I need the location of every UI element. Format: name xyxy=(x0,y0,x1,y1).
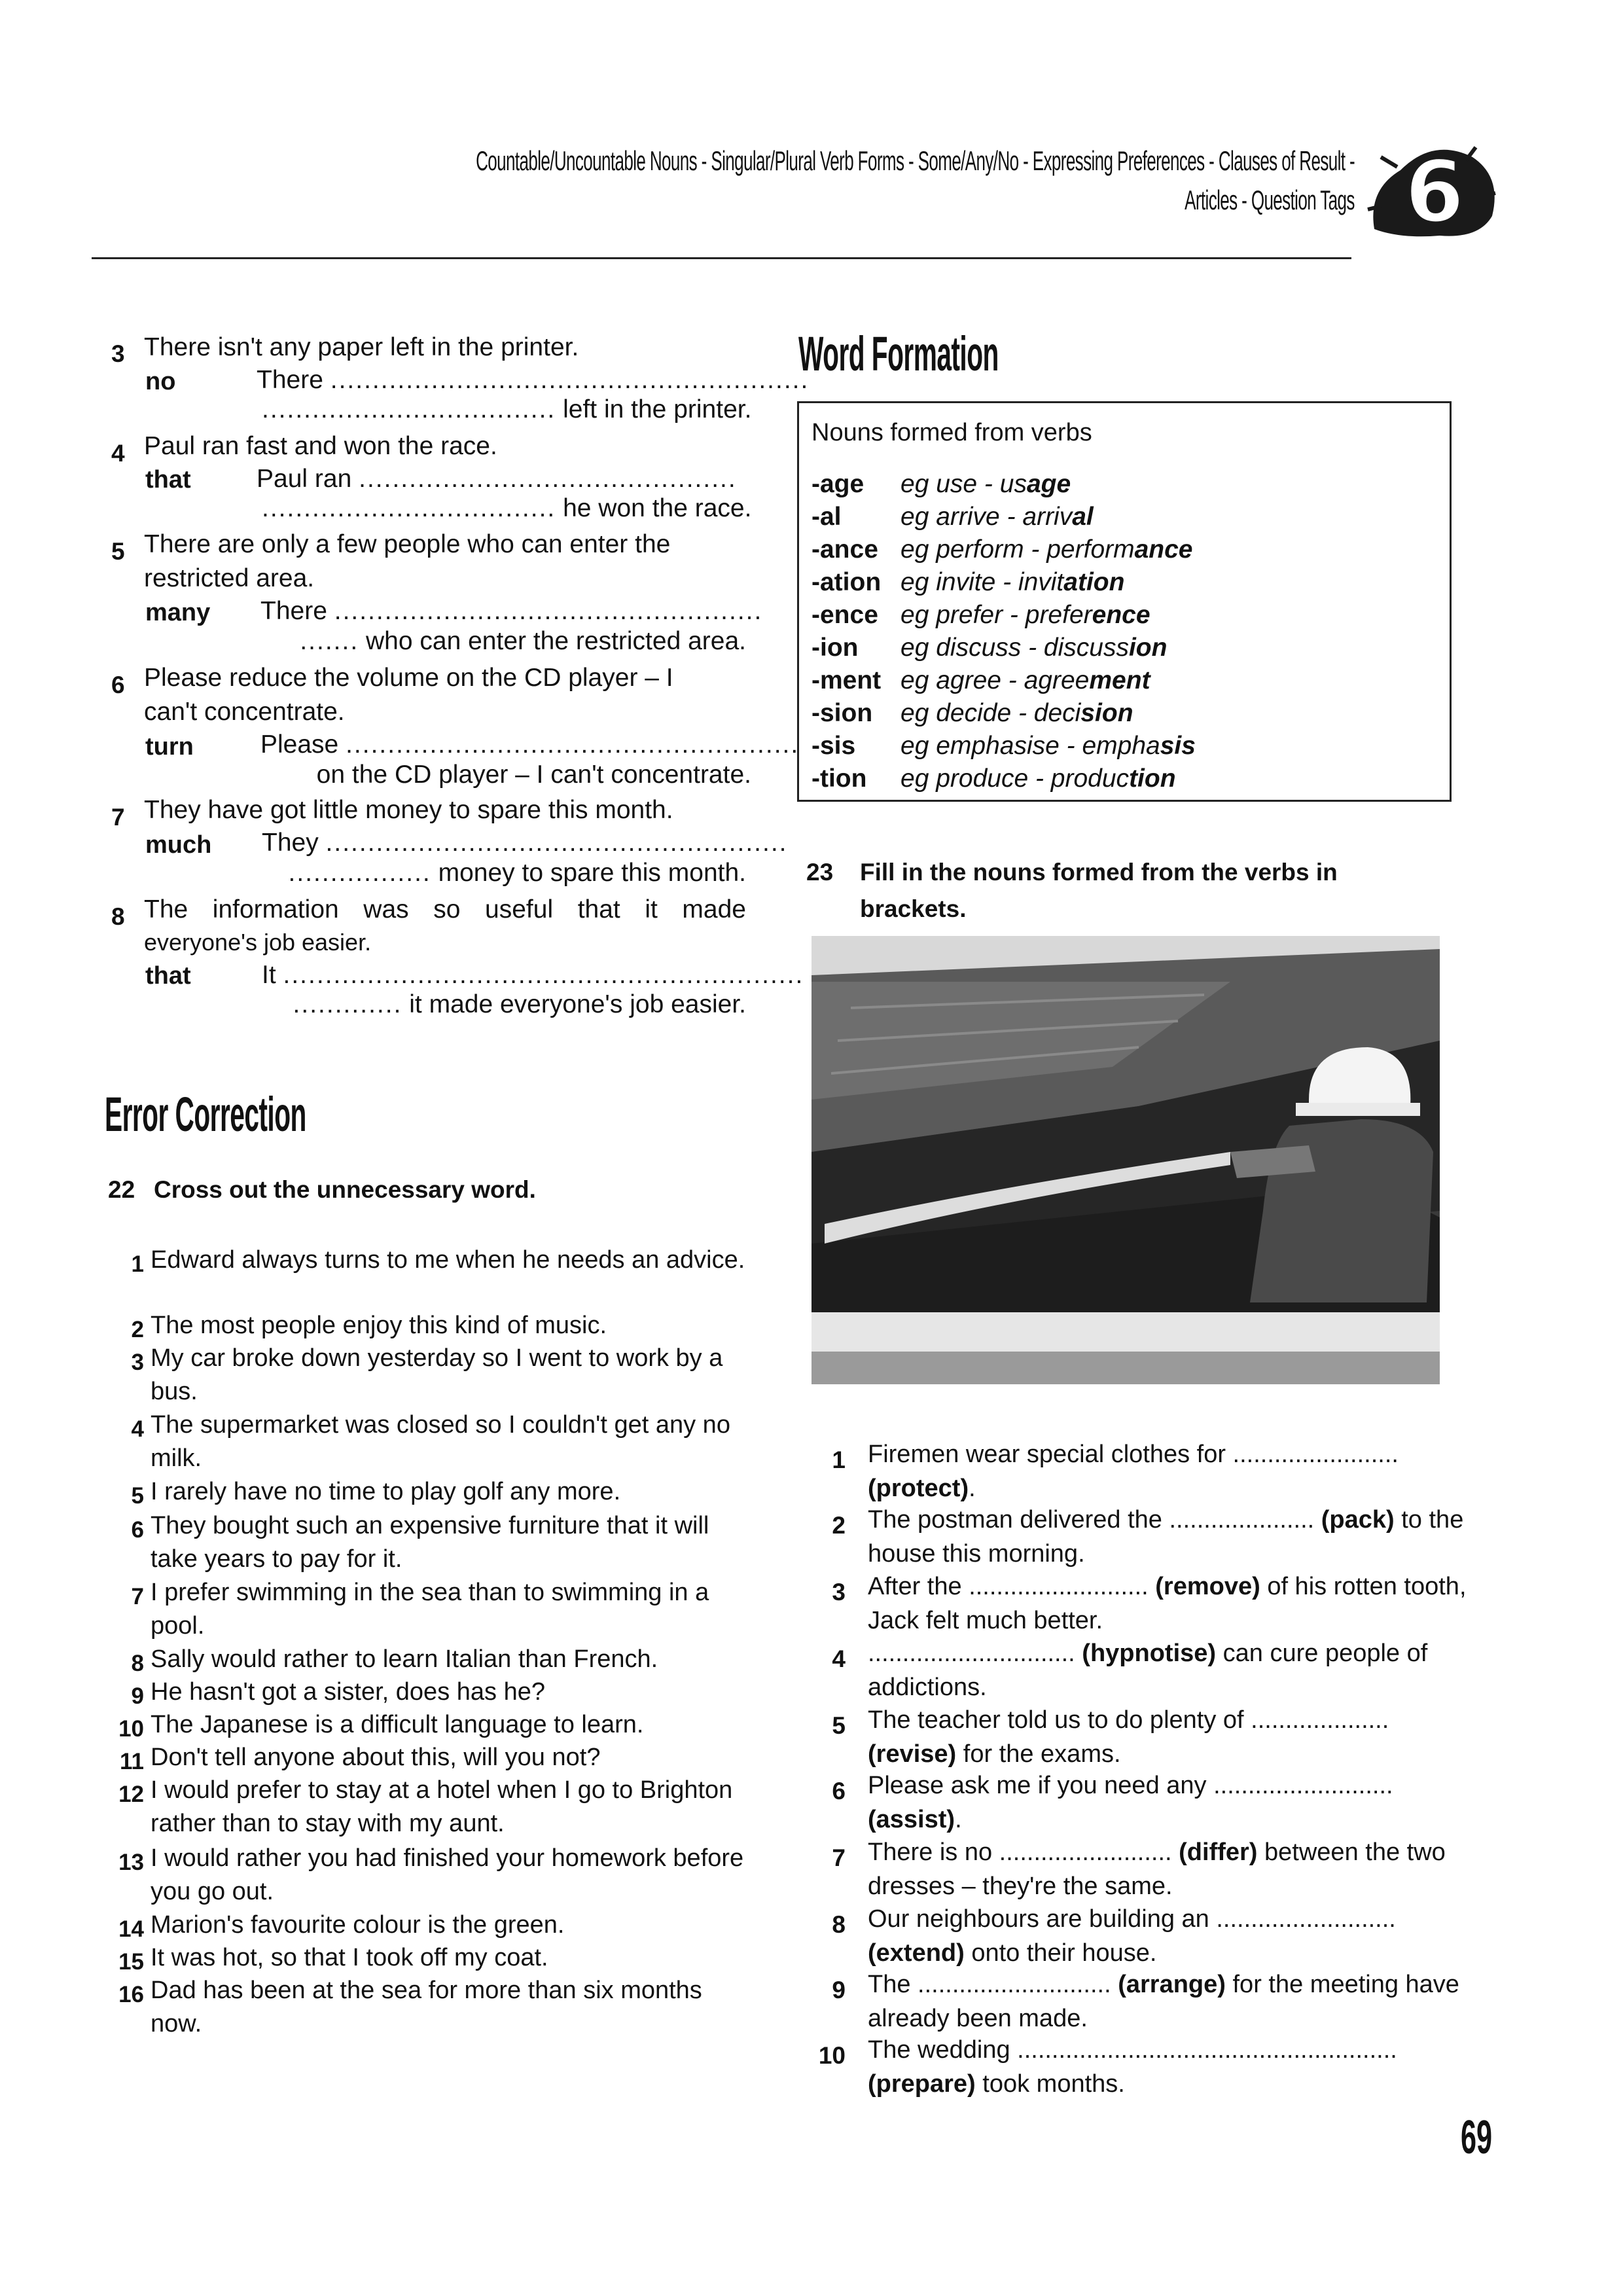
suffix-example-ending: ation xyxy=(1063,568,1125,596)
item-verb: (remove) xyxy=(1155,1573,1260,1600)
list-item[interactable]: I would rather you had finished your homework before you go out. xyxy=(151,1844,744,1905)
list-item-number: 6 xyxy=(131,1517,144,1543)
item-end: on the CD player – I can't concentrate. xyxy=(316,761,751,789)
suffix-example: eg produce - produc xyxy=(901,764,1130,793)
list-item[interactable]: Edward always turns to me when he needs an advice. xyxy=(151,1246,745,1274)
list-item[interactable]: Marion's favourite colour is the green. xyxy=(151,1911,565,1939)
answer-blank[interactable]: ............................................. xyxy=(359,465,737,493)
suffix-example: eg invite - invit xyxy=(901,568,1064,596)
unit-number: 6 xyxy=(1404,142,1465,242)
list-item[interactable]: I rarely have no time to play golf any more. xyxy=(151,1478,621,1505)
suffix-example: eg agree - agree xyxy=(901,666,1090,694)
item-start: They xyxy=(262,829,319,857)
suffix-example: eg arrive - arriv xyxy=(901,503,1073,531)
suffix-example: eg use - us xyxy=(901,470,1027,498)
item-text: between the two dresses – they're the same. xyxy=(868,1839,1446,1900)
item-keyword: turn xyxy=(145,733,194,761)
list-item xyxy=(868,1835,1470,1903)
suffix-example-ending: sis xyxy=(1160,732,1196,760)
suffix-label: -al xyxy=(812,503,842,531)
item-text: took months. xyxy=(982,2070,1125,2098)
list-item-number: 15 xyxy=(118,1949,144,1975)
item-start: It xyxy=(262,961,276,989)
item-end: it made everyone's job easier. xyxy=(409,990,746,1018)
answer-blank[interactable]: ....... xyxy=(300,627,359,655)
suffix-label: -tion xyxy=(812,764,867,793)
suffix-label: -ment xyxy=(812,666,882,694)
list-item-number: 9 xyxy=(832,1977,846,2003)
list-item[interactable]: The Japanese is a difficult language to learn. xyxy=(151,1711,644,1738)
exercise-instruction: Fill in the nouns formed from the verbs in brackets. xyxy=(860,859,1338,922)
list-item-number: 13 xyxy=(118,1850,144,1875)
item-start: Please xyxy=(260,730,339,759)
answer-blank[interactable]: ......................................................... xyxy=(330,366,810,394)
list-item-number: 3 xyxy=(131,1350,144,1375)
suffix-label: -ance xyxy=(812,535,878,564)
answer-blank[interactable]: ................................................... xyxy=(334,597,763,625)
item-text[interactable]: After the .......................... xyxy=(868,1573,1149,1600)
item-text[interactable]: .............................. xyxy=(868,1640,1075,1667)
list-item xyxy=(868,2033,1470,2101)
list-item xyxy=(868,1768,1470,1837)
item-end: money to spare this month. xyxy=(438,859,746,887)
item-text: . xyxy=(969,1475,976,1502)
suffix-example-ending: tion xyxy=(1129,764,1176,793)
item-verb: (protect) xyxy=(868,1475,969,1502)
item-keyword: no xyxy=(145,368,176,395)
list-item xyxy=(868,1570,1470,1638)
list-item xyxy=(868,1967,1470,2036)
item-sentence: restricted area. xyxy=(144,564,315,592)
item-text: onto their house. xyxy=(971,1939,1157,1967)
suffix-example-ending: age xyxy=(1026,470,1071,498)
list-item[interactable]: I would prefer to stay at a hotel when I go to Brighton rather than to stay with my aunt. xyxy=(151,1776,733,1837)
list-item-number: 7 xyxy=(131,1584,144,1609)
list-item[interactable]: He hasn't got a sister, does has he? xyxy=(151,1678,545,1706)
list-item xyxy=(868,1503,1470,1571)
list-item[interactable]: Dad has been at the sea for more than six months now. xyxy=(151,1977,702,2037)
item-start: There xyxy=(257,366,323,394)
list-item-number: 4 xyxy=(832,1645,846,1672)
item-keyword: that xyxy=(145,466,191,493)
list-item-number: 2 xyxy=(832,1512,846,1539)
word-formation-title: Word Formation xyxy=(798,327,999,381)
item-text: can cure people of addictions. xyxy=(868,1640,1428,1701)
suffix-example: eg emphasise - empha xyxy=(901,732,1160,760)
item-end: left in the printer. xyxy=(563,395,752,423)
list-item-number: 2 xyxy=(131,1317,144,1342)
item-verb: (prepare) xyxy=(868,2070,976,2098)
item-sentence: There isn't any paper left in the printer. xyxy=(144,333,579,361)
item-number: 4 xyxy=(111,440,125,467)
item-verb: (arrange) xyxy=(1118,1971,1226,1998)
list-item-number: 8 xyxy=(131,1651,144,1676)
header-divider xyxy=(92,257,1351,259)
item-keyword: that xyxy=(145,962,191,990)
item-start: Paul ran xyxy=(257,465,352,493)
suffix-example-ending: ence xyxy=(1092,601,1150,629)
item-sentence: everyone's job easier. xyxy=(144,929,372,956)
list-item-number: 16 xyxy=(118,1982,144,2007)
item-verb: (hypnotise) xyxy=(1082,1640,1217,1667)
answer-blank[interactable]: ............. xyxy=(293,990,402,1018)
list-item[interactable]: I prefer swimming in the sea than to swimming in a pool. xyxy=(151,1579,709,1640)
item-end: who can enter the restricted area. xyxy=(366,627,746,655)
list-item[interactable]: The most people enjoy this kind of music. xyxy=(151,1312,607,1339)
answer-blank[interactable]: .............................................................. xyxy=(283,961,804,989)
suffix-box-title: Nouns formed from verbs xyxy=(812,419,1092,446)
item-verb: (differ) xyxy=(1179,1839,1258,1866)
suffix-label: -ion xyxy=(812,634,859,662)
firefighter-photo xyxy=(812,936,1440,1384)
list-item[interactable]: It was hot, so that I took off my coat. xyxy=(151,1944,548,1971)
suffix-example-ending: sion xyxy=(1080,699,1133,727)
list-item[interactable]: The supermarket was closed so I couldn't get any no milk. xyxy=(151,1411,730,1472)
list-item[interactable]: Sally would rather to learn Italian than French. xyxy=(151,1645,658,1673)
list-item-number: 11 xyxy=(120,1749,144,1774)
item-sentence: can't concentrate. xyxy=(144,698,345,726)
suffix-example: eg prefer - prefer xyxy=(901,601,1092,629)
suffix-example: eg discuss - discuss xyxy=(901,634,1129,662)
header-topics-line-1: Countable/Uncountable Nouns - Singular/Plural Verb Forms - Some/Any/No - Expressing Preferences - Clauses of Result - xyxy=(476,145,1355,176)
list-item-number: 3 xyxy=(832,1579,846,1605)
exercise-number: 23 xyxy=(806,859,834,886)
list-item xyxy=(868,1703,1470,1771)
item-text[interactable]: The wedding ....................................................... xyxy=(868,2036,1397,2064)
page-number: 69 xyxy=(1461,2111,1493,2164)
item-verb: (revise) xyxy=(868,1740,957,1768)
item-text[interactable]: Please ask me if you need any .......................... xyxy=(868,1772,1393,1799)
list-item[interactable]: They bought such an expensive furniture that it will take years to pay for it. xyxy=(151,1512,709,1573)
list-item xyxy=(868,1437,1470,1505)
answer-blank[interactable]: ................................... xyxy=(262,494,556,522)
item-keyword: many xyxy=(145,599,211,626)
unit-badge xyxy=(1361,131,1505,242)
suffix-example: eg perform - perform xyxy=(901,535,1135,564)
item-number: 3 xyxy=(111,340,125,367)
error-correction-title: Error Correction xyxy=(105,1087,306,1141)
exercise-number: 22 xyxy=(108,1176,135,1203)
suffix-example-ending: al xyxy=(1072,503,1094,531)
item-text[interactable]: There is no ......................... xyxy=(868,1839,1172,1866)
item-number: 6 xyxy=(111,672,125,698)
list-item-number: 12 xyxy=(118,1782,144,1807)
answer-blank[interactable]: ................. xyxy=(288,859,431,887)
list-item-number: 4 xyxy=(131,1416,144,1442)
item-keyword: much xyxy=(145,831,212,859)
list-item[interactable]: Don't tell anyone about this, will you not? xyxy=(151,1744,601,1771)
item-number: 5 xyxy=(111,538,125,565)
list-item-number: 5 xyxy=(832,1712,846,1739)
answer-blank[interactable]: ...................................................... xyxy=(346,730,800,759)
list-item-number: 8 xyxy=(832,1911,846,1938)
item-text[interactable]: The ............................ xyxy=(868,1971,1111,1998)
item-text: of his rotten tooth, Jack felt much better. xyxy=(868,1573,1467,1634)
answer-blank[interactable]: ....................................................... xyxy=(325,829,788,857)
item-sentence: There are only a few people who can enter the xyxy=(144,530,671,558)
answer-blank[interactable]: ................................... xyxy=(262,395,556,423)
item-text: to the house this morning. xyxy=(868,1506,1464,1568)
item-text[interactable]: The postman delivered the ..................... xyxy=(868,1506,1315,1534)
item-verb: (extend) xyxy=(868,1939,965,1967)
item-text: . xyxy=(955,1806,962,1833)
item-number: 8 xyxy=(111,903,125,930)
item-text[interactable]: Firemen wear special clothes for ........................ xyxy=(868,1441,1399,1468)
item-sentence: Please reduce the volume on the CD player – I xyxy=(144,664,673,692)
suffix-label: -sion xyxy=(812,699,873,727)
list-item-number: 5 xyxy=(131,1483,144,1509)
item-sentence: They have got little money to spare this month. xyxy=(144,796,673,824)
header-topics-line-2: Articles - Question Tags xyxy=(1185,185,1355,215)
list-item-number: 10 xyxy=(818,2042,846,2069)
item-text[interactable]: Our neighbours are building an .......................... xyxy=(868,1905,1396,1933)
list-item-number: 1 xyxy=(832,1446,846,1473)
item-sentence: Paul ran fast and won the race. xyxy=(144,432,497,460)
list-item-number: 7 xyxy=(832,1844,846,1871)
item-text[interactable]: The teacher told us to do plenty of .................... xyxy=(868,1706,1389,1734)
suffix-example-ending: ment xyxy=(1089,666,1150,694)
suffix-example: eg decide - deci xyxy=(901,699,1081,727)
suffix-label: -ation xyxy=(812,568,882,596)
suffix-label: -sis xyxy=(812,732,856,760)
list-item-number: 10 xyxy=(118,1716,144,1742)
item-sentence: The information was so useful that it made xyxy=(144,895,746,924)
suffix-label: -ence xyxy=(812,601,878,629)
suffix-example-ending: ance xyxy=(1134,535,1193,564)
list-item-number: 1 xyxy=(131,1251,144,1277)
item-verb: (pack) xyxy=(1321,1506,1395,1534)
item-start: There xyxy=(260,597,327,625)
list-item xyxy=(868,1636,1470,1704)
list-item[interactable]: My car broke down yesterday so I went to work by a bus. xyxy=(151,1344,723,1405)
list-item-number: 6 xyxy=(832,1778,846,1804)
item-verb: (assist) xyxy=(868,1806,955,1833)
suffix-label: -age xyxy=(812,470,865,498)
item-text: for the exams. xyxy=(963,1740,1121,1768)
exercise-instruction: Cross out the unnecessary word. xyxy=(154,1176,536,1203)
list-item-number: 9 xyxy=(131,1683,144,1709)
suffix-example-ending: ion xyxy=(1128,634,1168,662)
list-item xyxy=(868,1902,1470,1970)
list-item-number: 14 xyxy=(118,1916,144,1942)
item-end: he won the race. xyxy=(563,494,752,522)
item-text: for the meeting have already been made. xyxy=(868,1971,1459,2032)
item-number: 7 xyxy=(111,804,125,831)
